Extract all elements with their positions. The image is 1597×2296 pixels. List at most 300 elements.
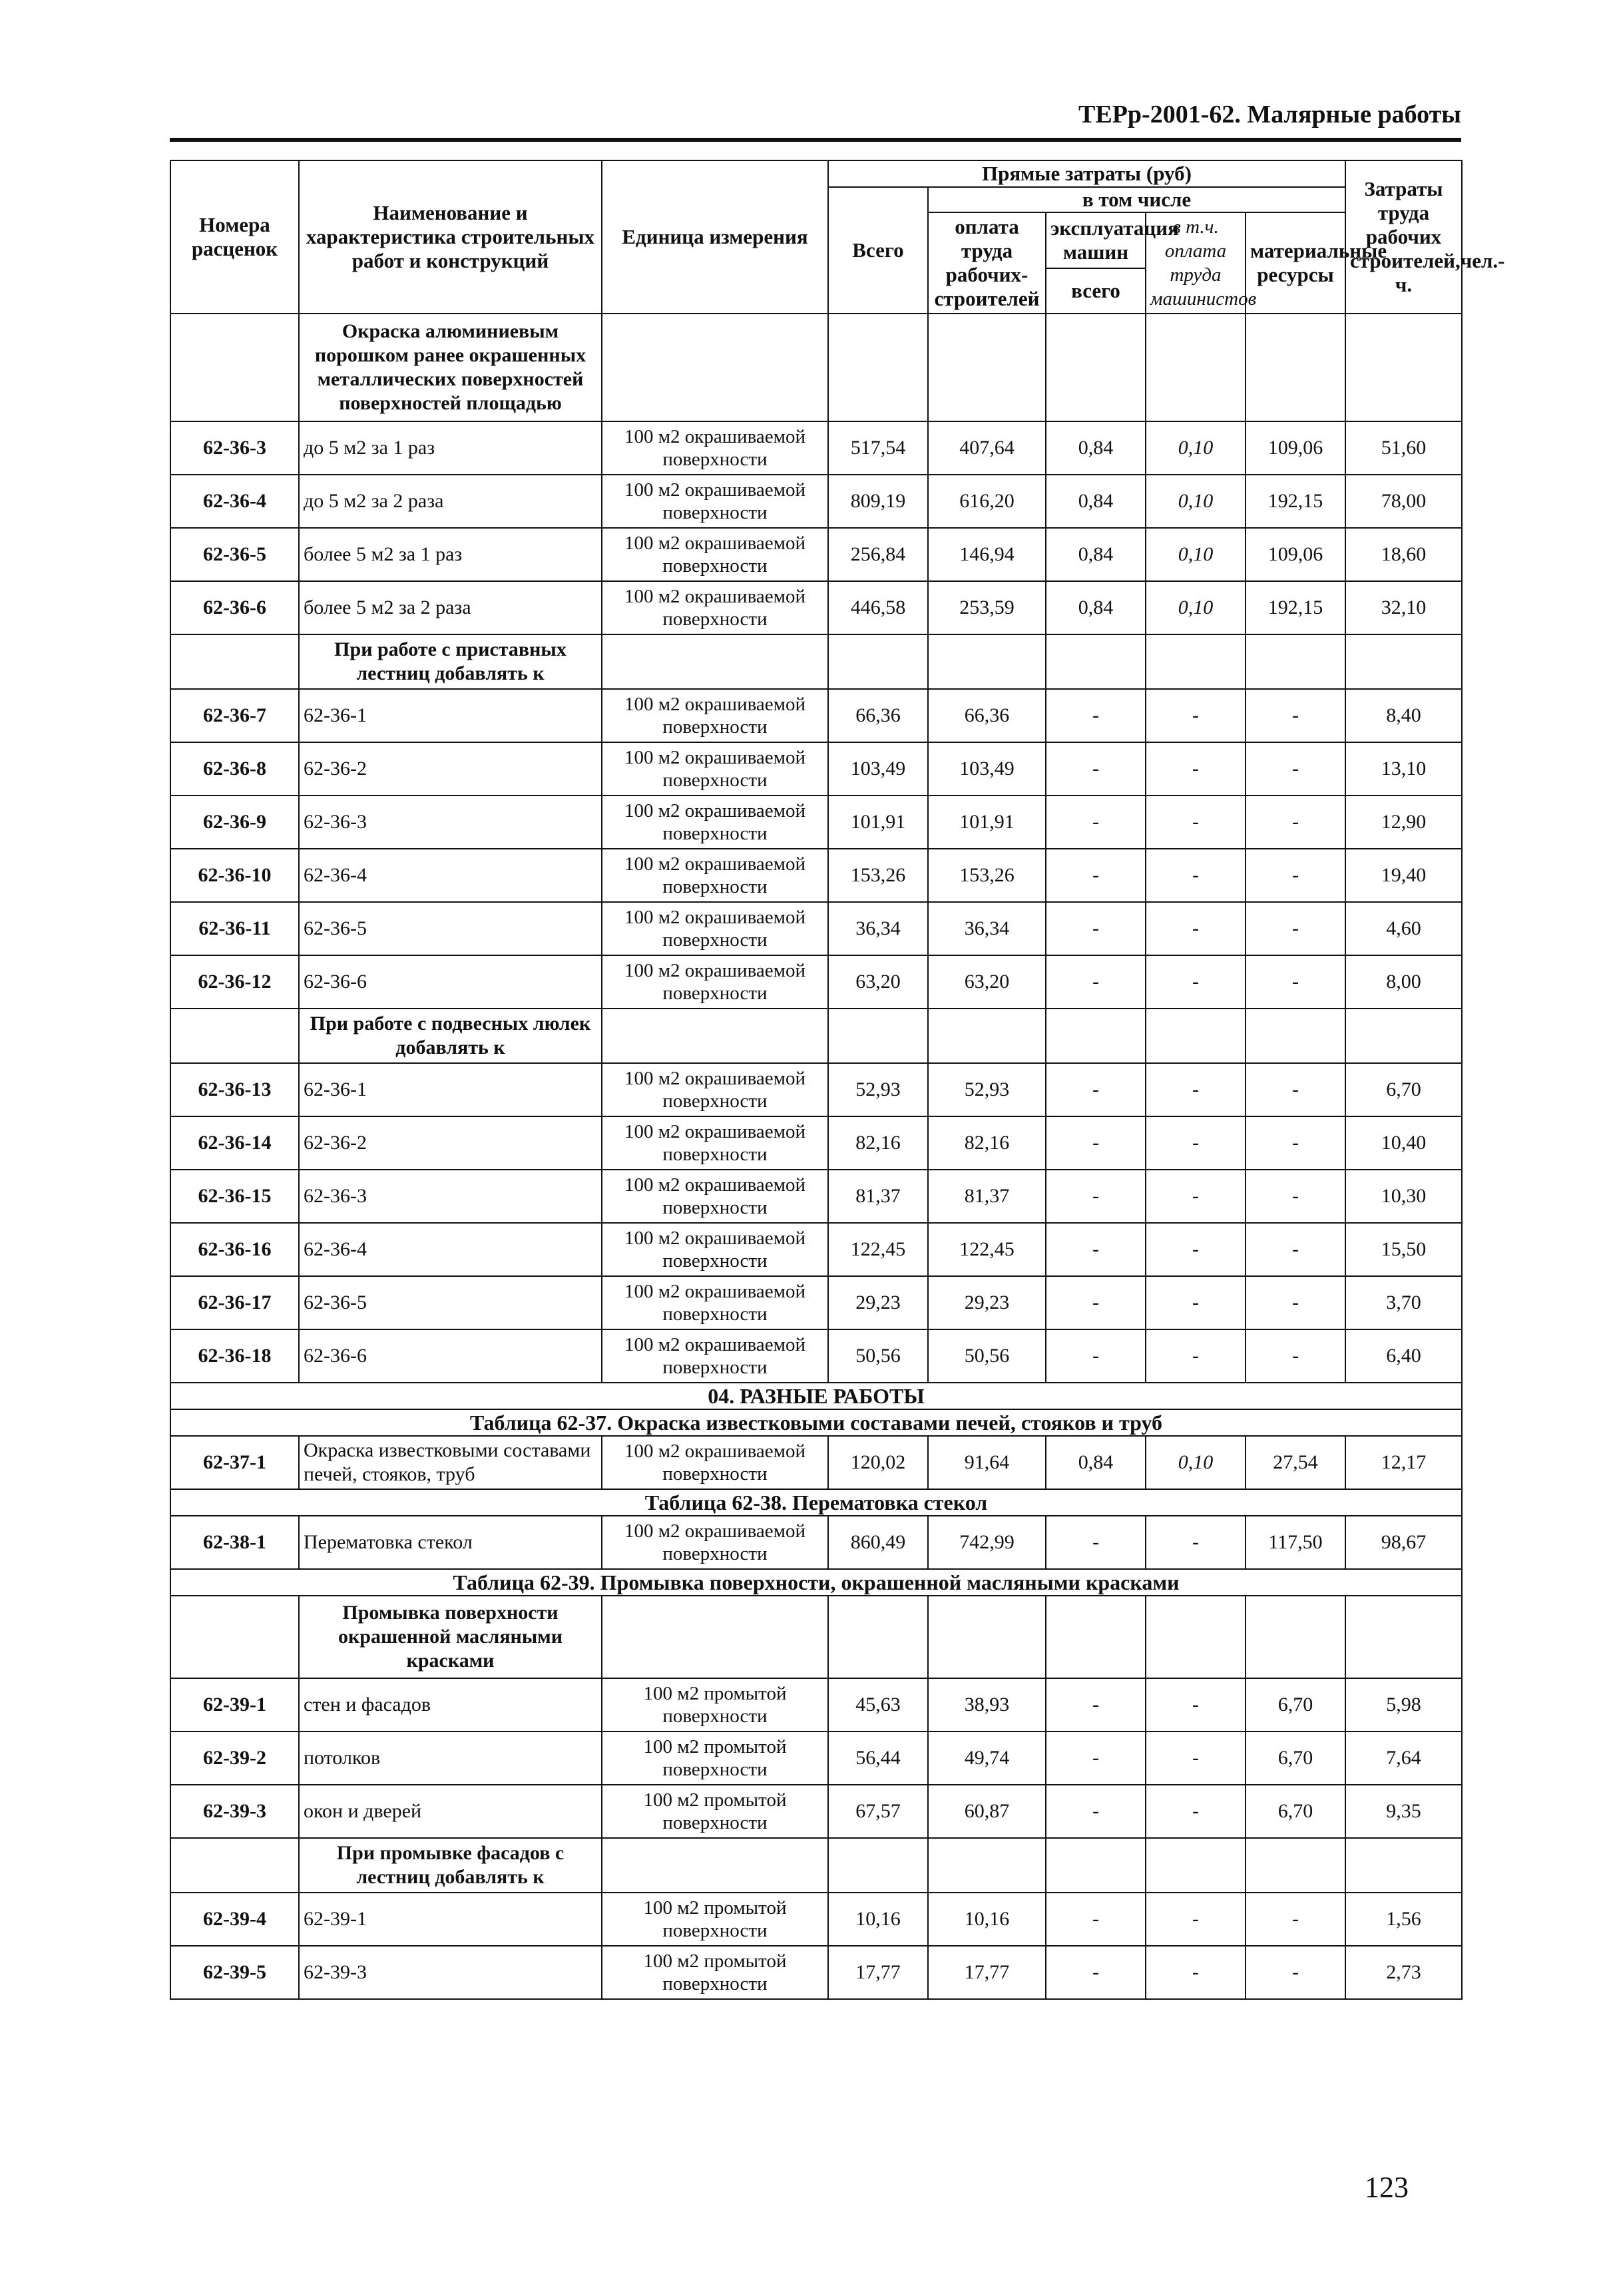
group-heading: Окраска алюминиевым порошком ранее окрашенных металлических поверхностей поверхностей площадью — [299, 314, 602, 421]
row-labor: 6,40 — [1345, 1329, 1462, 1383]
empty-cell — [170, 1009, 299, 1063]
group-heading: При промывке фасадов с лестниц добавлять к — [299, 1838, 602, 1893]
col-header-wage: оплата труда рабочих-строителей — [928, 212, 1046, 314]
row-total: 67,57 — [828, 1785, 928, 1838]
empty-cell — [1146, 1838, 1246, 1893]
row-name: 62-36-5 — [299, 902, 602, 955]
row-machinist-wage: - — [1146, 1893, 1246, 1946]
row-machines: 0,84 — [1046, 1436, 1146, 1489]
row-machines: - — [1046, 1785, 1146, 1838]
row-labor: 78,00 — [1345, 475, 1462, 528]
row-materials: - — [1246, 1116, 1345, 1170]
row-materials: 109,06 — [1246, 528, 1345, 581]
table-row — [170, 1678, 1462, 1731]
table-row — [170, 742, 1462, 796]
row-name: более 5 м2 за 2 раза — [299, 581, 602, 634]
table-row — [170, 1063, 1462, 1116]
row-name: 62-36-1 — [299, 1063, 602, 1116]
row-unit: 100 м2 окрашиваемой поверхности — [602, 421, 828, 475]
row-labor: 10,40 — [1345, 1116, 1462, 1170]
caption-row — [170, 1383, 1462, 1409]
table-row — [170, 421, 1462, 475]
row-labor: 10,30 — [1345, 1170, 1462, 1223]
row-unit: 100 м2 окрашиваемой поверхности — [602, 1063, 828, 1116]
row-total: 256,84 — [828, 528, 928, 581]
empty-cell — [1345, 1009, 1462, 1063]
row-machines: 0,84 — [1046, 421, 1146, 475]
row-unit: 100 м2 промытой поверхности — [602, 1731, 828, 1785]
row-materials: - — [1246, 849, 1345, 902]
empty-cell — [1046, 634, 1146, 689]
row-labor: 15,50 — [1345, 1223, 1462, 1276]
table-caption: Таблица 62-39. Промывка поверхности, окрашенной масляными красками — [170, 1569, 1462, 1596]
group-row — [170, 1596, 1462, 1678]
group-heading: При работе с подвесных люлек добавлять к — [299, 1009, 602, 1063]
row-wage: 122,45 — [928, 1223, 1046, 1276]
empty-cell — [928, 314, 1046, 421]
row-unit: 100 м2 окрашиваемой поверхности — [602, 1516, 828, 1569]
empty-cell — [170, 314, 299, 421]
row-machines: - — [1046, 1731, 1146, 1785]
row-machinist-wage: - — [1146, 1116, 1246, 1170]
header-rule — [170, 138, 1461, 142]
row-code: 62-37-1 — [170, 1436, 299, 1489]
row-materials: - — [1246, 1223, 1345, 1276]
table-row — [170, 1731, 1462, 1785]
row-wage: 103,49 — [928, 742, 1046, 796]
row-machinist-wage: - — [1146, 1516, 1246, 1569]
row-labor: 5,98 — [1345, 1678, 1462, 1731]
row-wage: 52,93 — [928, 1063, 1046, 1116]
empty-cell — [828, 1009, 928, 1063]
row-materials: 6,70 — [1246, 1731, 1345, 1785]
table-row — [170, 475, 1462, 528]
row-unit: 100 м2 окрашиваемой поверхности — [602, 742, 828, 796]
row-materials: 6,70 — [1246, 1678, 1345, 1731]
caption-row — [170, 1569, 1462, 1596]
row-materials: - — [1246, 1170, 1345, 1223]
empty-cell — [602, 1009, 828, 1063]
row-code: 62-36-13 — [170, 1063, 299, 1116]
row-unit: 100 м2 окрашиваемой поверхности — [602, 1276, 828, 1329]
page-number: 123 — [1365, 2171, 1409, 2203]
row-machines: - — [1046, 902, 1146, 955]
row-code: 62-36-17 — [170, 1276, 299, 1329]
row-total: 103,49 — [828, 742, 928, 796]
row-labor: 8,40 — [1345, 689, 1462, 742]
row-code: 62-39-4 — [170, 1893, 299, 1946]
empty-cell — [170, 1838, 299, 1893]
empty-cell — [602, 634, 828, 689]
row-total: 82,16 — [828, 1116, 928, 1170]
empty-cell — [928, 634, 1046, 689]
row-machines: - — [1046, 1678, 1146, 1731]
empty-cell — [1146, 634, 1246, 689]
row-machines: 0,84 — [1046, 581, 1146, 634]
row-unit: 100 м2 окрашиваемой поверхности — [602, 1116, 828, 1170]
row-labor: 4,60 — [1345, 902, 1462, 955]
table-row — [170, 1785, 1462, 1838]
row-materials: - — [1246, 902, 1345, 955]
row-name: 62-36-6 — [299, 1329, 602, 1383]
empty-cell — [1345, 314, 1462, 421]
col-header-machines: эксплуатация машин — [1046, 212, 1146, 268]
empty-cell — [1046, 1596, 1146, 1678]
row-wage: 50,56 — [928, 1329, 1046, 1383]
row-machinist-wage: - — [1146, 796, 1246, 849]
row-total: 63,20 — [828, 955, 928, 1009]
empty-cell — [1046, 1838, 1146, 1893]
row-wage: 17,77 — [928, 1946, 1046, 1999]
row-code: 62-39-3 — [170, 1785, 299, 1838]
table-row — [170, 1516, 1462, 1569]
row-name: до 5 м2 за 2 раза — [299, 475, 602, 528]
row-machines: - — [1046, 796, 1146, 849]
table-row — [170, 1276, 1462, 1329]
norms-table — [170, 160, 1505, 2000]
empty-cell — [602, 1596, 828, 1678]
row-code: 62-36-4 — [170, 475, 299, 528]
table-row — [170, 1223, 1462, 1276]
row-total: 809,19 — [828, 475, 928, 528]
empty-cell — [602, 314, 828, 421]
row-wage: 66,36 — [928, 689, 1046, 742]
row-unit: 100 м2 окрашиваемой поверхности — [602, 528, 828, 581]
row-materials: 117,50 — [1246, 1516, 1345, 1569]
row-code: 62-36-14 — [170, 1116, 299, 1170]
row-unit: 100 м2 промытой поверхности — [602, 1946, 828, 1999]
col-header-machinist-wage: в т.ч. оплата труда машинистов — [1146, 212, 1246, 314]
row-total: 52,93 — [828, 1063, 928, 1116]
row-materials: 6,70 — [1246, 1785, 1345, 1838]
row-wage: 253,59 — [928, 581, 1046, 634]
row-machines: - — [1046, 1170, 1146, 1223]
row-machinist-wage: - — [1146, 1276, 1246, 1329]
table-row — [170, 1116, 1462, 1170]
row-machinist-wage: - — [1146, 1329, 1246, 1383]
row-machines: - — [1046, 955, 1146, 1009]
row-machines: - — [1046, 849, 1146, 902]
row-labor: 9,35 — [1345, 1785, 1462, 1838]
row-labor: 3,70 — [1345, 1276, 1462, 1329]
row-name: 62-36-2 — [299, 1116, 602, 1170]
row-materials: - — [1246, 1329, 1345, 1383]
row-labor: 19,40 — [1345, 849, 1462, 902]
row-total: 860,49 — [828, 1516, 928, 1569]
row-name: Перематовка стекол — [299, 1516, 602, 1569]
empty-cell — [1246, 634, 1345, 689]
row-materials: 27,54 — [1246, 1436, 1345, 1489]
row-unit: 100 м2 окрашиваемой поверхности — [602, 849, 828, 902]
row-machinist-wage: - — [1146, 742, 1246, 796]
row-machines: - — [1046, 742, 1146, 796]
row-machinist-wage: - — [1146, 955, 1246, 1009]
row-wage: 10,16 — [928, 1893, 1046, 1946]
row-wage: 29,23 — [928, 1276, 1046, 1329]
row-machinist-wage: - — [1146, 1223, 1246, 1276]
row-labor: 7,64 — [1345, 1731, 1462, 1785]
table-caption: Таблица 62-37. Окраска известковыми составами печей, стояков и труб — [170, 1409, 1462, 1436]
row-machines: - — [1046, 1063, 1146, 1116]
row-materials: - — [1246, 1276, 1345, 1329]
empty-cell — [1246, 1838, 1345, 1893]
row-total: 153,26 — [828, 849, 928, 902]
row-machinist-wage: 0,10 — [1146, 475, 1246, 528]
empty-cell — [1146, 314, 1246, 421]
row-machines: 0,84 — [1046, 528, 1146, 581]
row-name: Окраска известковыми составами печей, стояков, труб — [299, 1436, 602, 1489]
row-materials: - — [1246, 796, 1345, 849]
row-machines: 0,84 — [1046, 475, 1146, 528]
caption-row — [170, 1409, 1462, 1436]
empty-cell — [928, 1596, 1046, 1678]
row-name: 62-39-1 — [299, 1893, 602, 1946]
row-machinist-wage: - — [1146, 689, 1246, 742]
table-row — [170, 1436, 1462, 1489]
row-code: 62-36-6 — [170, 581, 299, 634]
row-machines: - — [1046, 1223, 1146, 1276]
row-code: 62-36-11 — [170, 902, 299, 955]
row-code: 62-36-12 — [170, 955, 299, 1009]
empty-cell — [602, 1838, 828, 1893]
row-labor: 2,73 — [1345, 1946, 1462, 1999]
row-wage: 36,34 — [928, 902, 1046, 955]
row-machinist-wage: - — [1146, 1785, 1246, 1838]
group-heading: При работе с приставных лестниц добавлять к — [299, 634, 602, 689]
row-code: 62-39-1 — [170, 1678, 299, 1731]
row-labor: 18,60 — [1345, 528, 1462, 581]
empty-cell — [1046, 1009, 1146, 1063]
row-name: потолков — [299, 1731, 602, 1785]
row-code: 62-36-3 — [170, 421, 299, 475]
row-machinist-wage: - — [1146, 849, 1246, 902]
row-materials: - — [1246, 1893, 1345, 1946]
row-wage: 146,94 — [928, 528, 1046, 581]
row-name: 62-36-5 — [299, 1276, 602, 1329]
row-wage: 153,26 — [928, 849, 1046, 902]
row-machinist-wage: 0,10 — [1146, 421, 1246, 475]
row-machines: - — [1046, 1946, 1146, 1999]
table-row — [170, 528, 1462, 581]
empty-cell — [928, 1838, 1046, 1893]
empty-cell — [828, 1838, 928, 1893]
row-wage: 616,20 — [928, 475, 1046, 528]
row-name: 62-36-6 — [299, 955, 602, 1009]
row-name: 62-36-3 — [299, 1170, 602, 1223]
row-code: 62-36-5 — [170, 528, 299, 581]
row-total: 56,44 — [828, 1731, 928, 1785]
row-machinist-wage: 0,10 — [1146, 528, 1246, 581]
row-code: 62-36-18 — [170, 1329, 299, 1383]
empty-cell — [1345, 634, 1462, 689]
table-row — [170, 849, 1462, 902]
row-unit: 100 м2 окрашиваемой поверхности — [602, 1223, 828, 1276]
group-row — [170, 1009, 1462, 1063]
empty-cell — [928, 1009, 1046, 1063]
row-machines: - — [1046, 689, 1146, 742]
row-total: 10,16 — [828, 1893, 928, 1946]
row-wage: 81,37 — [928, 1170, 1046, 1223]
row-unit: 100 м2 промытой поверхности — [602, 1678, 828, 1731]
row-name: 62-36-1 — [299, 689, 602, 742]
row-unit: 100 м2 окрашиваемой поверхности — [602, 1170, 828, 1223]
row-total: 45,63 — [828, 1678, 928, 1731]
row-materials: - — [1246, 689, 1345, 742]
row-wage: 82,16 — [928, 1116, 1046, 1170]
caption-row — [170, 1489, 1462, 1516]
row-code: 62-39-2 — [170, 1731, 299, 1785]
table-caption: 04. РАЗНЫЕ РАБОТЫ — [170, 1383, 1462, 1409]
table-row — [170, 955, 1462, 1009]
row-wage: 63,20 — [928, 955, 1046, 1009]
row-labor: 6,70 — [1345, 1063, 1462, 1116]
empty-cell — [1046, 314, 1146, 421]
row-machines: - — [1046, 1329, 1146, 1383]
row-code: 62-38-1 — [170, 1516, 299, 1569]
row-unit: 100 м2 окрашиваемой поверхности — [602, 689, 828, 742]
document-header: ТЕРр-2001-62. Малярные работы — [1078, 101, 1461, 128]
empty-cell — [828, 314, 928, 421]
row-wage: 101,91 — [928, 796, 1046, 849]
group-row — [170, 634, 1462, 689]
row-unit: 100 м2 промытой поверхности — [602, 1785, 828, 1838]
row-materials: - — [1246, 1063, 1345, 1116]
col-header-name: Наименование и характеристика строительных работ и конструкций — [299, 160, 602, 314]
row-total: 29,23 — [828, 1276, 928, 1329]
row-total: 101,91 — [828, 796, 928, 849]
row-total: 50,56 — [828, 1329, 928, 1383]
table-caption: Таблица 62-38. Перематовка стекол — [170, 1489, 1462, 1516]
row-wage: 38,93 — [928, 1678, 1046, 1731]
row-unit: 100 м2 окрашиваемой поверхности — [602, 1329, 828, 1383]
row-total: 120,02 — [828, 1436, 928, 1489]
row-code: 62-36-8 — [170, 742, 299, 796]
row-unit: 100 м2 окрашиваемой поверхности — [602, 581, 828, 634]
col-header-including: в том числе — [928, 187, 1345, 212]
row-labor: 12,90 — [1345, 796, 1462, 849]
row-name: 62-39-3 — [299, 1946, 602, 1999]
row-code: 62-36-9 — [170, 796, 299, 849]
row-name: 62-36-2 — [299, 742, 602, 796]
row-machines: - — [1046, 1116, 1146, 1170]
row-machinist-wage: - — [1146, 1678, 1246, 1731]
row-total: 17,77 — [828, 1946, 928, 1999]
col-header-direct-costs: Прямые затраты (руб) — [828, 160, 1345, 187]
row-materials: 109,06 — [1246, 421, 1345, 475]
group-row — [170, 1838, 1462, 1893]
table-row — [170, 581, 1462, 634]
row-unit: 100 м2 окрашиваемой поверхности — [602, 955, 828, 1009]
row-labor: 12,17 — [1345, 1436, 1462, 1489]
row-wage: 742,99 — [928, 1516, 1046, 1569]
row-wage: 60,87 — [928, 1785, 1046, 1838]
row-machines: - — [1046, 1516, 1146, 1569]
empty-cell — [1246, 1009, 1345, 1063]
table-row — [170, 902, 1462, 955]
row-unit: 100 м2 окрашиваемой поверхности — [602, 475, 828, 528]
row-name: 62-36-4 — [299, 1223, 602, 1276]
row-total: 446,58 — [828, 581, 928, 634]
row-machinist-wage: - — [1146, 1731, 1246, 1785]
row-wage: 49,74 — [928, 1731, 1046, 1785]
row-unit: 100 м2 окрашиваемой поверхности — [602, 796, 828, 849]
row-code: 62-39-5 — [170, 1946, 299, 1999]
row-unit: 100 м2 промытой поверхности — [602, 1893, 828, 1946]
table-row — [170, 1893, 1462, 1946]
row-materials: - — [1246, 742, 1345, 796]
row-total: 81,37 — [828, 1170, 928, 1223]
empty-cell — [1246, 1596, 1345, 1678]
empty-cell — [828, 1596, 928, 1678]
table-row — [170, 1170, 1462, 1223]
row-labor: 8,00 — [1345, 955, 1462, 1009]
row-machines: - — [1046, 1893, 1146, 1946]
row-total: 122,45 — [828, 1223, 928, 1276]
row-machinist-wage: - — [1146, 1946, 1246, 1999]
row-labor: 32,10 — [1345, 581, 1462, 634]
row-machines: - — [1046, 1276, 1146, 1329]
col-header-materials: материальные ресурсы — [1246, 212, 1345, 314]
col-header-labor: Затраты труда рабочих строителей,чел.-ч. — [1345, 160, 1462, 314]
table-row — [170, 689, 1462, 742]
row-wage: 407,64 — [928, 421, 1046, 475]
table-row — [170, 1329, 1462, 1383]
row-materials: 192,15 — [1246, 475, 1345, 528]
empty-cell — [1345, 1596, 1462, 1678]
row-materials: - — [1246, 955, 1345, 1009]
row-code: 62-36-7 — [170, 689, 299, 742]
table-row — [170, 1946, 1462, 1999]
empty-cell — [1345, 1838, 1462, 1893]
row-name: более 5 м2 за 1 раз — [299, 528, 602, 581]
row-total: 517,54 — [828, 421, 928, 475]
row-code: 62-36-15 — [170, 1170, 299, 1223]
row-machinist-wage: 0,10 — [1146, 581, 1246, 634]
row-name: 62-36-4 — [299, 849, 602, 902]
col-header-unit: Единица измерения — [602, 160, 828, 314]
row-wage: 91,64 — [928, 1436, 1046, 1489]
row-labor: 1,56 — [1345, 1893, 1462, 1946]
col-header-code: Номера расценок — [170, 160, 299, 314]
row-name: до 5 м2 за 1 раз — [299, 421, 602, 475]
row-unit: 100 м2 окрашиваемой поверхности — [602, 1436, 828, 1489]
group-row — [170, 314, 1462, 421]
row-materials: 192,15 — [1246, 581, 1345, 634]
row-name: окон и дверей — [299, 1785, 602, 1838]
row-total: 36,34 — [828, 902, 928, 955]
empty-cell — [170, 634, 299, 689]
row-total: 66,36 — [828, 689, 928, 742]
row-name: стен и фасадов — [299, 1678, 602, 1731]
empty-cell — [170, 1596, 299, 1678]
col-header-total: Всего — [828, 187, 928, 314]
row-machinist-wage: - — [1146, 1170, 1246, 1223]
table-header — [170, 160, 1505, 314]
row-name: 62-36-3 — [299, 796, 602, 849]
group-heading: Промывка поверхности окрашенной масляными красками — [299, 1596, 602, 1678]
row-labor: 98,67 — [1345, 1516, 1462, 1569]
row-labor: 51,60 — [1345, 421, 1462, 475]
row-unit: 100 м2 окрашиваемой поверхности — [602, 902, 828, 955]
table-row — [170, 796, 1462, 849]
row-machinist-wage: - — [1146, 902, 1246, 955]
empty-cell — [1146, 1596, 1246, 1678]
empty-cell — [828, 634, 928, 689]
row-machinist-wage: 0,10 — [1146, 1436, 1246, 1489]
empty-cell — [1246, 314, 1345, 421]
col-header-machines-total: всего — [1046, 268, 1146, 314]
row-code: 62-36-10 — [170, 849, 299, 902]
